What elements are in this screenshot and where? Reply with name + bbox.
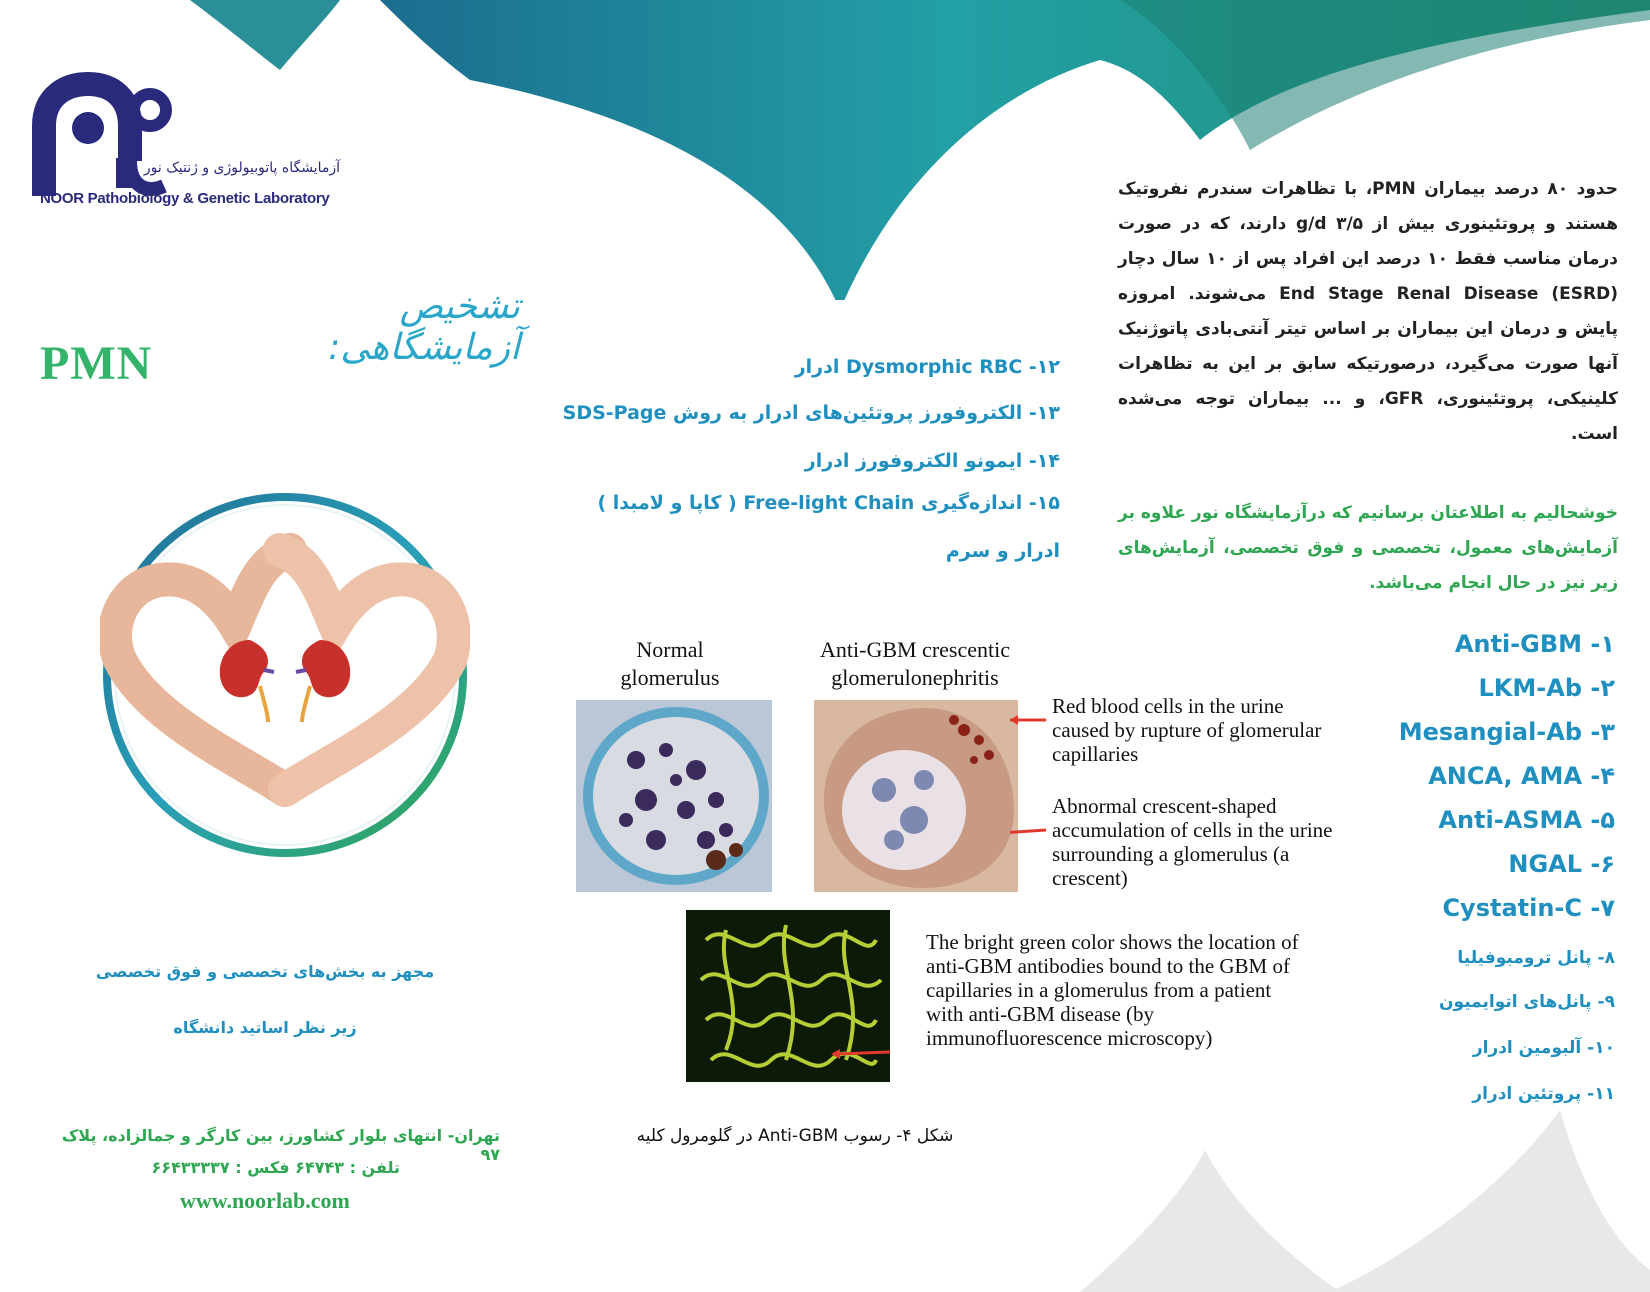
- figure-note-crescent: Abnormal crescent-shaped accumulation of cells in the urine surrounding a glomerulus (a crescent): [1052, 794, 1333, 890]
- figure-caption: شکل ۴- رسوب Anti-GBM در گلومرول کلیه: [636, 1126, 954, 1146]
- lab-name-fa: آزمایشگاه پاتوبیولوژی و ژنتیک نور: [143, 160, 340, 176]
- test-item-15-sample: ادرار و سرم: [945, 540, 1060, 562]
- noor-logo-mark-icon: [26, 66, 176, 206]
- figure-title-antigbm: Anti-GBM crescentic glomerulonephritis: [820, 637, 1010, 690]
- pmn-intro-paragraph: حدود ۸۰ درصد بیماران PMN، با تظاهرات سندرم نفروتیک هستند و پروتئینوری بیش از g/d ۳/۵ دارند، که در صورت درمان مناسب فقط ۱۰ درصد این افراد پس از ۱۰ سال دچار End Stage Renal Disease (ESRD) می‌شوند. امروزه پایش و درمان این بیماران بر اساس تیتر آنتی‌بادی پاتوژنیک آنها صورت می‌گیرد، درصورتیکه سابق بر این به تظاهرات کلینیکی، پروتئینوری، GFR، و ... بیماران توجه می‌شده است.: [1118, 179, 1618, 444]
- heart-hands-kidneys-image: [100, 490, 470, 860]
- test-item-11: ۱۱- پروتئین ادرار: [1472, 1084, 1615, 1104]
- lab-name-en: NOOR Pathobiology & Genetic Laboratory: [40, 190, 330, 207]
- test-item-14: ۱۴- ایمونو الکتروفورز ادرار: [804, 450, 1060, 472]
- test-item-7: ۷- Cystatin-C: [1442, 894, 1615, 922]
- antigbm-glomerulus-micrograph: [814, 700, 1018, 892]
- test-item-5: ۵- Anti-ASMA: [1438, 806, 1615, 834]
- supervision-note: زیر نظر اساتید دانشگاه: [173, 1018, 357, 1037]
- test-item-4: ۴- ANCA, AMA: [1428, 762, 1615, 790]
- lab-diagnosis-title: تشخیص آزمایشگاهی:: [328, 286, 520, 368]
- test-item-8: ۸- پانل ترومبوفیلیا: [1457, 948, 1615, 968]
- website-link[interactable]: www.noorlab.com: [180, 1188, 350, 1213]
- immunofluorescence-micrograph: [686, 910, 890, 1082]
- normal-glomerulus-micrograph: [576, 700, 772, 892]
- figure-note-green: The bright green color shows the location of anti-GBM antibodies bound to the GBM of capillaries in a glomerulus from a patient with anti-GBM disease (by immunofluorescence microscopy): [926, 930, 1299, 1050]
- test-item-12: ۱۲- Dysmorphic RBC ادرار: [794, 356, 1060, 378]
- test-item-2: ۲- LKM-Ab: [1478, 674, 1615, 702]
- test-item-13: ۱۳- الکتروفورز پروتئین‌های ادرار به روش SDS-Page: [562, 402, 1060, 424]
- test-item-10: ۱۰- آلبومین ادرار: [1472, 1038, 1615, 1058]
- test-item-15: ۱۵- اندازه‌گیری Free-light Chain ( کاپا و لامبدا ): [597, 492, 1060, 514]
- phone-fax: تلفن : ۶۴۷۴۳ فکس : ۶۶۴۳۳۳۳۷: [151, 1158, 400, 1177]
- specialty-note: مجهز به بخش‌های تخصصی و فوق تخصصی: [95, 962, 435, 981]
- test-item-3: ۳- Mesangial-Ab: [1398, 718, 1615, 746]
- test-item-6: ۶- NGAL: [1508, 850, 1615, 878]
- figure-note-rbc: Red blood cells in the urine caused by rupture of glomerular capillaries: [1052, 694, 1322, 766]
- pmn-title: PMN: [40, 337, 153, 390]
- test-item-1: ۱- Anti-GBM: [1454, 630, 1615, 658]
- lab-announcement-paragraph: خوشحالیم به اطلاعتان برسانیم که درآزمایشگاه نور علاوه بر آزمایش‌های معمول، تخصصی و فوق تخصصی، آزمایش‌های زیر نیز در حال انجام می‌باشد.: [1118, 503, 1618, 593]
- address: تهران- انتهای بلوار کشاورز، بین کارگر و جمالزاده، پلاک ۹۷: [61, 1126, 500, 1164]
- figure-title-normal: Normal glomerulus: [620, 637, 720, 690]
- figure-arrows: [1010, 690, 1050, 860]
- test-item-9: ۹- پانل‌های اتوایمیون: [1439, 992, 1615, 1012]
